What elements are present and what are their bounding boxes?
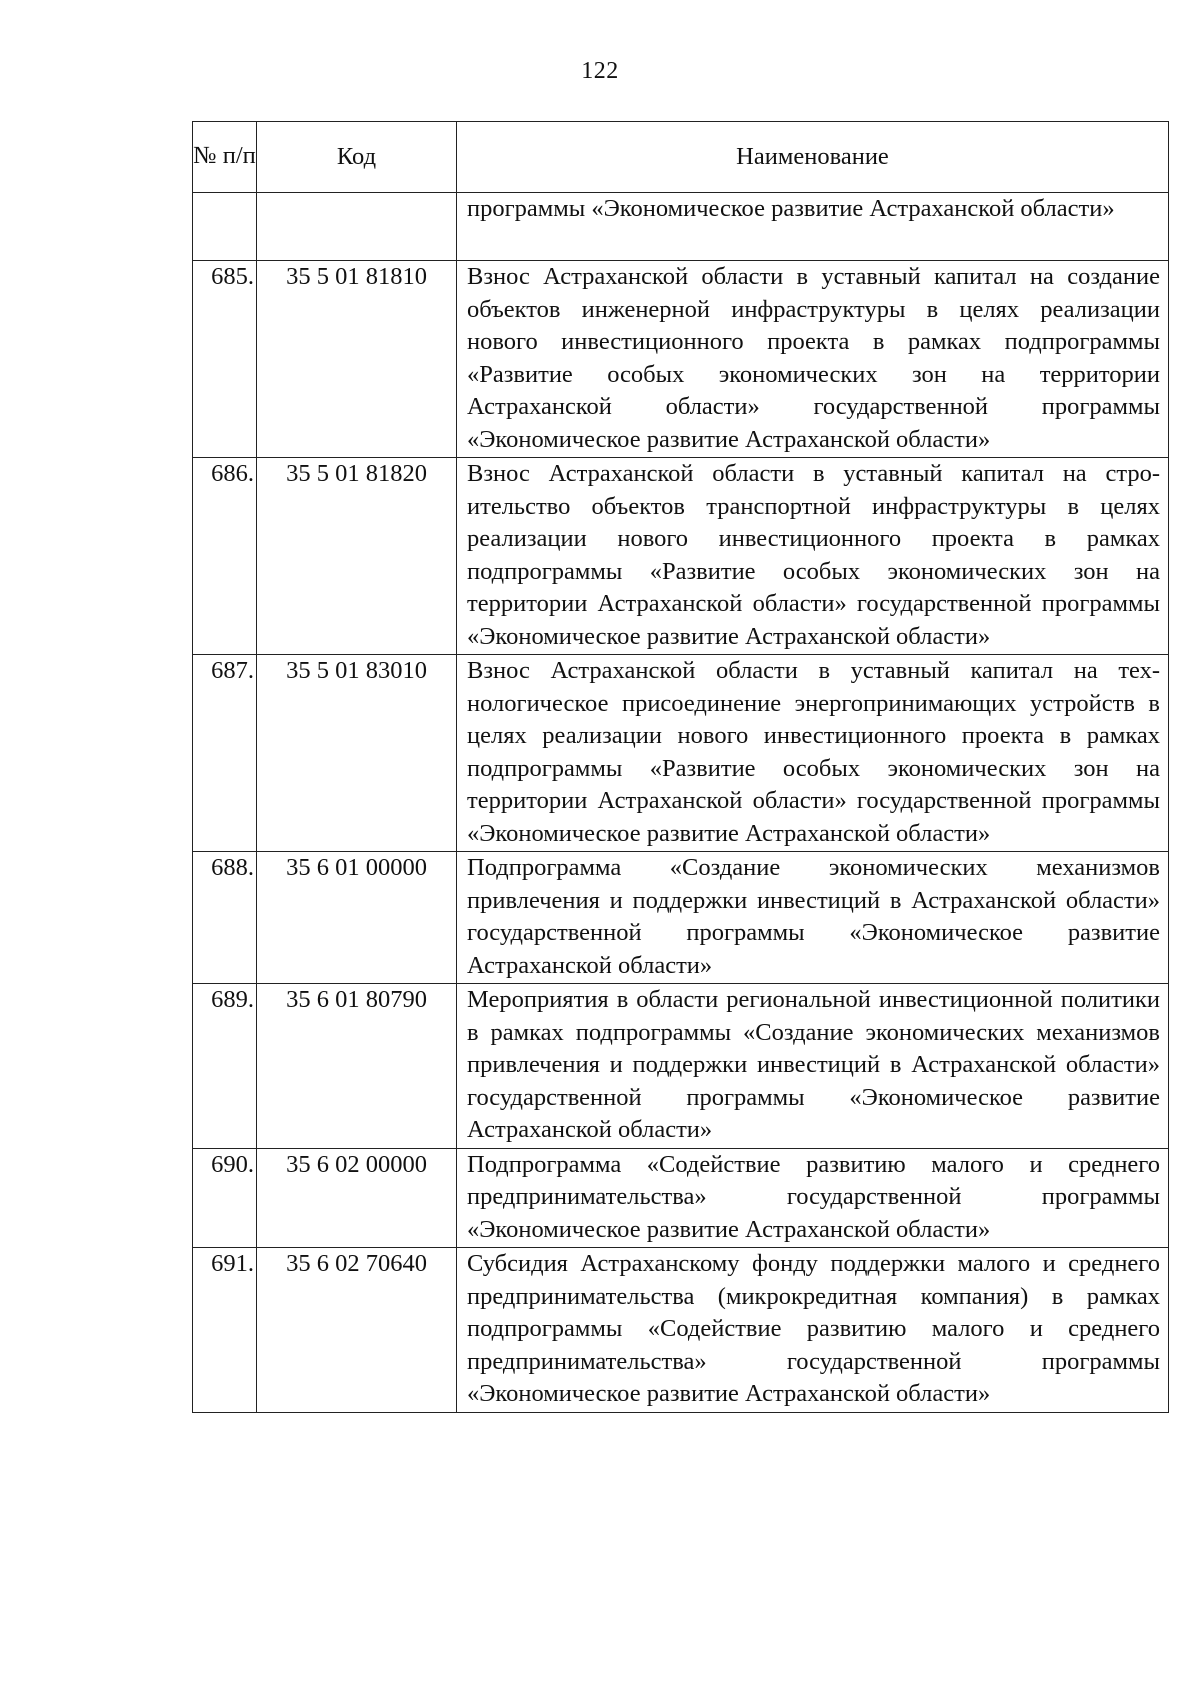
row-number: 690. xyxy=(193,1148,257,1248)
table-row xyxy=(193,984,1169,1149)
row-name: Взнос Астраханской области в уставный капитал на строительство объектов транспортной инфраструктуры в целях реализации нового инвестиционного проекта в рамках подпрограммы «Развитие особых экономических зон на территории Астраханской области» государственной программы «Экономическое развитие Астраханской области» xyxy=(457,458,1169,655)
row-number: 691. xyxy=(193,1248,257,1413)
header-number-label: № п/п xyxy=(193,142,256,169)
row-code: 35 5 01 83010 xyxy=(257,655,457,852)
header-name: Наименование xyxy=(457,122,1169,193)
header-code: Код xyxy=(257,122,457,193)
row-code: 35 6 02 00000 xyxy=(257,1148,457,1248)
table-row xyxy=(193,261,1169,458)
row-code: 35 6 02 70640 xyxy=(257,1248,457,1413)
row-name: Субсидия Астраханскому фонду поддержки малого и среднего предпринимательства (микрокредитная компания) в рамках подпрограммы «Содействие развитию малого и среднего предпринимательства» государственной программы «Экономическое развитие Астраханской области» xyxy=(457,1248,1169,1413)
table-header-row xyxy=(193,122,1169,193)
table-row xyxy=(193,1248,1169,1413)
row-number: 689. xyxy=(193,984,257,1149)
row-name: Взнос Астраханской области в уставный капитал на технологическое присоединение энергопринимающих устройств в целях реализации нового инвестиционного проекта в рамках подпрограммы «Развитие особых экономических зон на территории Астраханской области» государственной программы «Экономическое развитие Астраханской области» xyxy=(457,655,1169,852)
row-number: 688. xyxy=(193,852,257,984)
row-name: Подпрограмма «Содействие развитию малого и среднего предпринимательства» государственной программы «Экономическое развитие Астраханской области» xyxy=(457,1148,1169,1248)
page-number: 122 xyxy=(581,58,619,84)
row-number: 685. xyxy=(193,261,257,458)
table-row xyxy=(193,1148,1169,1248)
row-number xyxy=(193,193,257,261)
row-code xyxy=(257,193,457,261)
row-code: 35 6 01 80790 xyxy=(257,984,457,1149)
table-row xyxy=(193,655,1169,852)
row-code: 35 6 01 00000 xyxy=(257,852,457,984)
row-number: 686. xyxy=(193,458,257,655)
row-name: программы «Экономическое развитие Астраханской области» xyxy=(457,193,1169,261)
row-name: Мероприятия в области региональной инвестиционной политики в рамках подпрограммы «Создание экономических механизмов привлечения и поддержки инвестиций в Астраханской области» государственной программы «Экономическое развитие Астраханской области» xyxy=(457,984,1169,1149)
header-number xyxy=(193,122,257,193)
row-name: Взнос Астраханской области в уставный капитал на создание объектов инженерной инфраструктуры в целях реализации нового инвестиционного проекта в рамках подпрограммы «Развитие особых экономических зон на территории Астраханской области» государственной программы «Экономическое развитие Астраханской области» xyxy=(457,261,1169,458)
row-code: 35 5 01 81820 xyxy=(257,458,457,655)
table-row-continuation xyxy=(193,193,1169,261)
table-row xyxy=(193,852,1169,984)
table-row xyxy=(193,458,1169,655)
table-body xyxy=(193,193,1169,1413)
row-name: Подпрограмма «Создание экономических механизмов привлечения и поддержки инвестиций в Астраханской области» государственной программы «Экономическое развитие Астраханской области» xyxy=(457,852,1169,984)
row-number: 687. xyxy=(193,655,257,852)
budget-code-table xyxy=(192,121,1169,1413)
row-code: 35 5 01 81810 xyxy=(257,261,457,458)
